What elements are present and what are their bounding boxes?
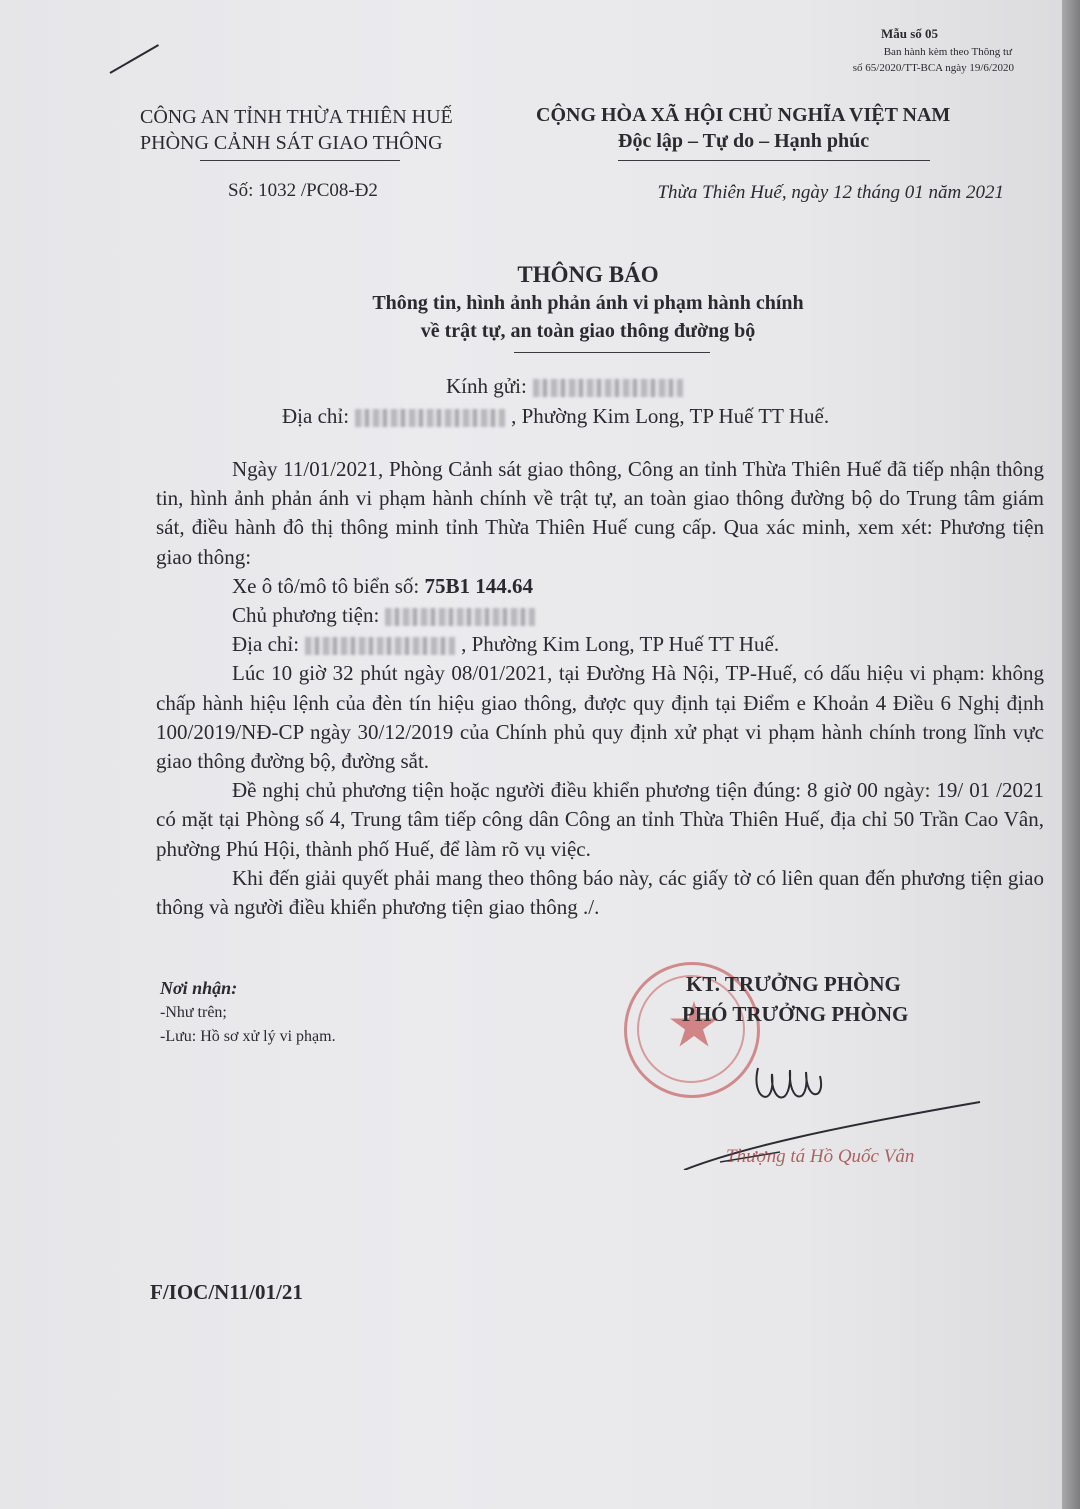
redacted-name bbox=[533, 379, 683, 397]
paragraph-summons: Đề nghị chủ phương tiện hoặc người điều khiển phương tiện đúng: 8 giờ 00 ngày: 19/ 01 /2021 có mặt tại Phòng số 4, Trung tâm tiếp công dân Công an tỉnh Thừa Thiên Huế, địa chỉ 50 Trần Cao Vân, phường Phú Hội, thành phố Huế, để làm rõ vụ việc. bbox=[156, 778, 1044, 861]
issue-date: Thừa Thiên Huế, ngày 12 tháng 01 năm 2021 bbox=[657, 182, 1004, 203]
addressee-address-line bbox=[282, 404, 829, 429]
nation-name: CỘNG HÒA XÃ HỘI CHỦ NGHĨA VIỆT NAM bbox=[536, 104, 951, 126]
license-plate: 75B1 144.64 bbox=[424, 573, 534, 598]
agency-underline bbox=[200, 160, 400, 161]
signer-name: Thượng tá Hồ Quốc Vân bbox=[726, 1146, 915, 1167]
addressee-label: Kính gửi: bbox=[446, 374, 527, 398]
agency-name: CÔNG AN TỈNH THỪA THIÊN HUẾ bbox=[140, 106, 453, 128]
reference-number: Số: 1032 /PC08-Đ2 bbox=[228, 180, 378, 201]
addressee-line bbox=[446, 374, 689, 399]
document-title: THÔNG BÁO bbox=[517, 262, 659, 287]
nation-motto: Độc lập – Tự do – Hạnh phúc bbox=[618, 130, 870, 152]
page-edge-shadow bbox=[1062, 0, 1080, 1509]
owner-address-line: Địa chỉ: , Phường Kim Long, TP Huế TT Huế. bbox=[232, 632, 780, 657]
recipient-item-2: -Lưu: Hồ sơ xử lý vi phạm. bbox=[160, 1028, 336, 1045]
vehicle-line: Xe ô tô/mô tô biển số: 75B1 144.64 bbox=[232, 573, 534, 598]
address-suffix: , Phường Kim Long, TP Huế TT Huế. bbox=[511, 404, 830, 428]
notice-body bbox=[156, 455, 1044, 922]
form-issued-line-2: số 65/2020/TT-BCA ngày 19/6/2020 bbox=[852, 62, 1014, 74]
paragraph-received: Ngày 11/01/2021, Phòng Cảnh sát giao thông, Công an tỉnh Thừa Thiên Huế đã tiếp nhận thông tin, hình ảnh phản ánh vi phạm hành chính về trật tự, an toàn giao thông đường bộ do Trung tâm giám sát, điều hành đô thị thông minh tỉnh Thừa Thiên Huế cung cấp. Qua xác minh, xem xét: Phương tiện giao thông: bbox=[156, 457, 1044, 569]
pen-mark bbox=[110, 44, 159, 74]
motto-underline bbox=[618, 160, 930, 161]
signature-title-2: PHÓ TRƯỞNG PHÒNG bbox=[682, 1002, 909, 1026]
signature-title-1: KT. TRƯỞNG PHÒNG bbox=[686, 972, 901, 996]
recipient-item-1: -Như trên; bbox=[160, 1004, 227, 1021]
redacted-address bbox=[355, 409, 505, 427]
document-subtitle-1: Thông tin, hình ảnh phản ánh vi phạm hành chính bbox=[372, 292, 804, 314]
form-issued-line-1: Ban hành kèm theo Thông tư bbox=[883, 46, 1012, 58]
department-name: PHÒNG CẢNH SÁT GIAO THÔNG bbox=[140, 132, 443, 154]
owner-line: Chủ phương tiện: bbox=[156, 601, 1044, 630]
paragraph-documents: Khi đến giải quyết phải mang theo thông báo này, các giấy tờ có liên quan đến phương tiện giao thông và người điều khiển phương tiện giao thông ./. bbox=[156, 865, 1044, 920]
title-underline bbox=[514, 352, 710, 353]
footer-code: F/IOC/N11/01/21 bbox=[150, 1280, 303, 1304]
recipients-title: Nơi nhận: bbox=[160, 978, 238, 998]
paragraph-violation: Lúc 10 giờ 32 phút ngày 08/01/2021, tại Đường Hà Nội, TP-Huế, có dấu hiệu vi phạm: không chấp hành hiệu lệnh của đèn tín hiệu giao thông, được quy định tại Điểm e Khoản 4 Điều 6 Nghị định 100/2019/NĐ-CP ngày 30/12/2019 của Chính phủ quy định xử phạt vi phạm hành chính trong lĩnh vực giao thông đường bộ, đường sắt. bbox=[156, 661, 1044, 774]
address-label: Địa chỉ: bbox=[282, 404, 350, 428]
document-subtitle-2: về trật tự, an toàn giao thông đường bộ bbox=[420, 320, 756, 342]
form-number: Mẫu số 05 bbox=[880, 26, 938, 41]
redacted-owner-address bbox=[305, 637, 455, 655]
redacted-owner bbox=[385, 608, 535, 626]
